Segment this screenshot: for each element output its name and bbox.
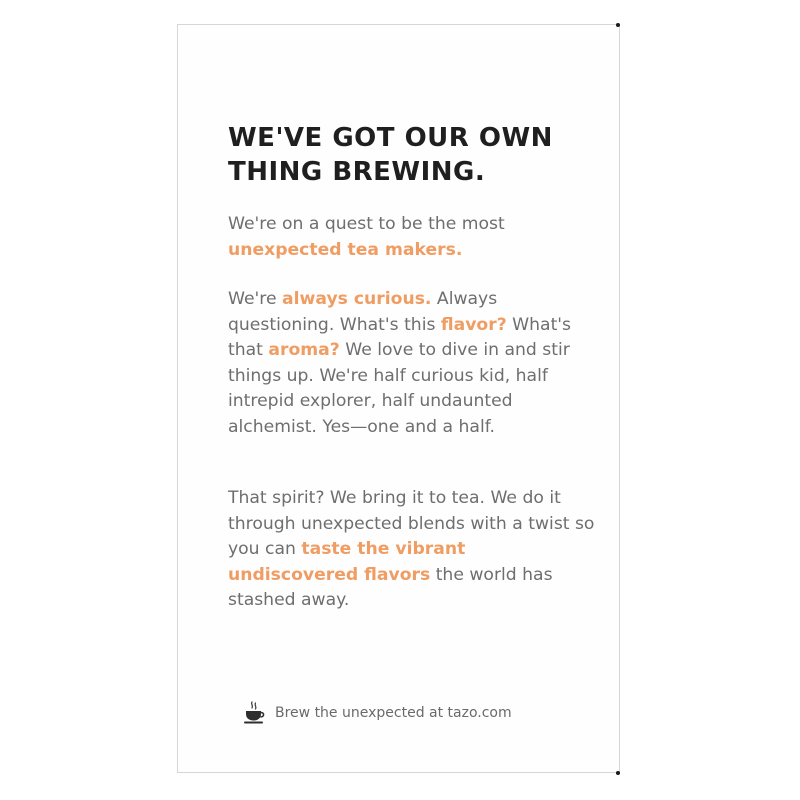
paragraph-text: We love to dive in and stir things up. We're half curious kid, half intrepid explorer, half undaunted alchemist. Yes—one and a half. — [228, 340, 570, 437]
paragraph-text: Always questioning. What's this — [228, 289, 498, 335]
paragraph-spirit — [228, 486, 598, 614]
corner-mark-top — [616, 23, 620, 27]
highlight-text: always curious. — [282, 289, 432, 309]
paragraph-text: the world has stashed away. — [228, 564, 553, 610]
paragraph-text: What's that — [228, 314, 571, 360]
highlight-text: unexpected tea makers. — [228, 239, 463, 260]
paragraph-text: That spirit? We bring it to tea. We do it through unexpected blends with a twist so you can — [228, 488, 595, 559]
paragraph-text: We're — [228, 289, 283, 309]
footer-tagline — [243, 700, 512, 726]
paragraph-curious — [228, 287, 598, 440]
highlight-text: flavor? — [440, 314, 507, 335]
headline: WE'VE GOT OUR OWN THING BREWING. — [228, 123, 553, 187]
footer-text: Brew the unexpected at tazo.com — [275, 705, 512, 721]
corner-mark-bottom — [616, 771, 620, 775]
paragraph-quest — [228, 212, 598, 263]
highlight-text: aroma? — [268, 340, 340, 360]
paragraph-text: We're on a quest to be the most — [228, 214, 505, 234]
coffee-cup-icon — [243, 701, 267, 725]
highlight-text: taste the vibrant undiscovered flavors — [228, 539, 466, 585]
